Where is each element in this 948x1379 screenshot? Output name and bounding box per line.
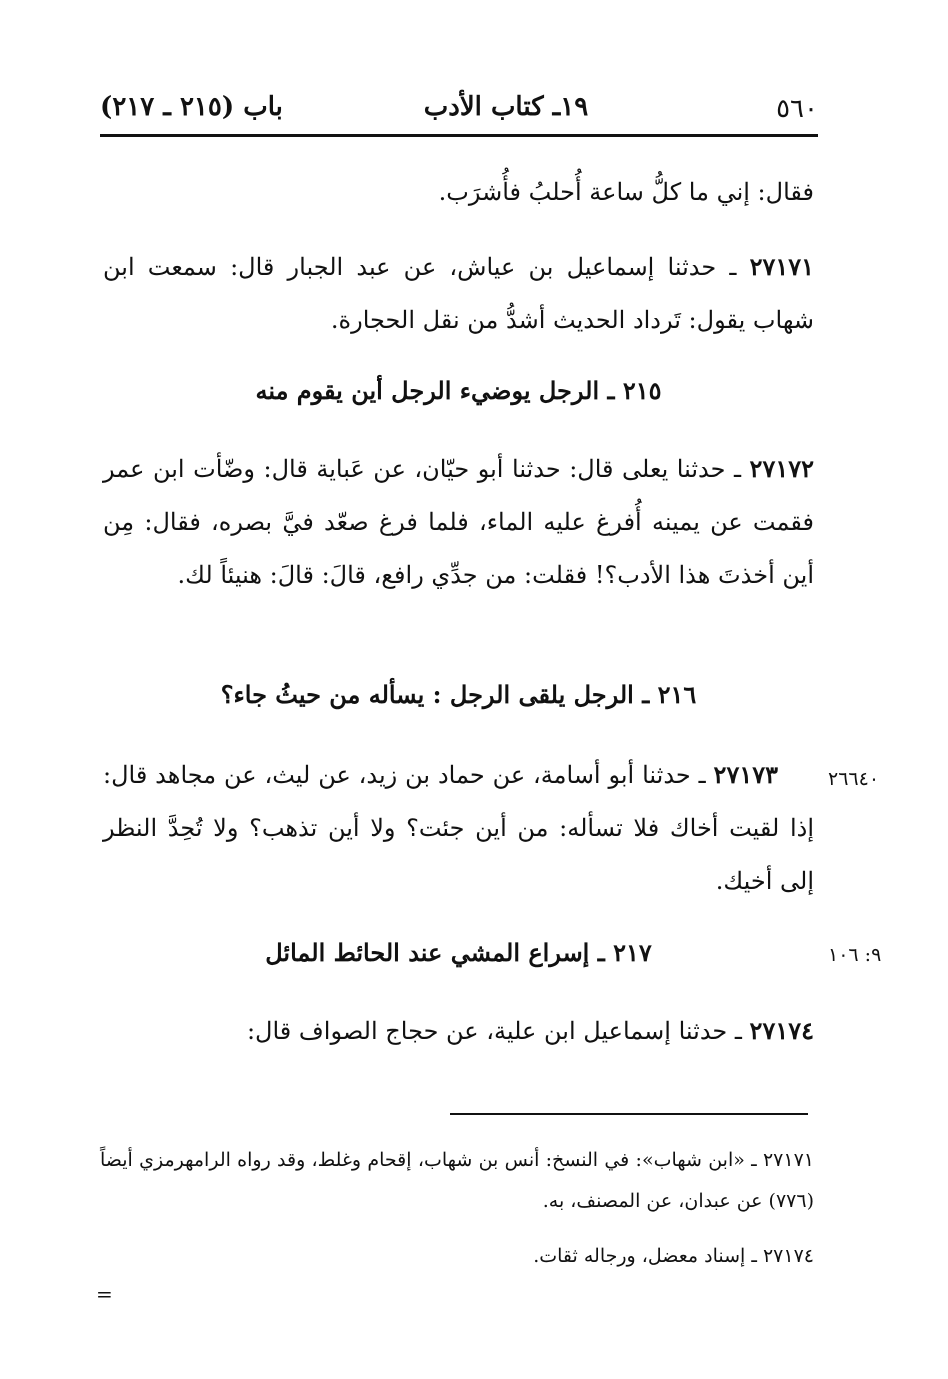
hadith-27172 [103, 442, 814, 602]
continuation-mark: = [96, 1282, 113, 1306]
hadith-text: ـ حدثنا يعلى قال: حدثنا أبو حيّان، عن عَباية قال: وضّأت ابن عمر فقمت عن يمينه أُفرغ عليه الماء، فلما فرغ صعّد فيَّ بصره، فقال: مِن أين أخذتَ هذا الأدب؟! فقلت: من جدِّي رافع، قالَ: قالَ: هنيئاً لك. [103, 455, 814, 589]
footnote-divider [450, 1113, 808, 1115]
chapter-range: باب (٢١٥ ـ ٢١٧) [100, 92, 283, 122]
chapter-215-title: ٢١٥ ـ الرجل يوضيء الرجل أين يقوم منه [255, 376, 662, 405]
margin-reference: ٢٦٦٤٠ [828, 768, 880, 790]
hadith-text: ـ حدثنا إسماعيل بن عياش، عن عبد الجبار قال: سمعت ابن شهاب يقول: تَرداد الحديث أشدُّ من نقل الحجارة. [103, 253, 814, 334]
running-header [100, 88, 818, 128]
hadith-text: ـ حدثنا أبو أسامة، عن حماد بن زيد، عن ليث، عن مجاهد قال: إذا لقيت أخاك فلا تسأله: من أين جئت؟ ولا أين تذهب؟ ولا تُحِدَّ النظر إلى أخيك. [103, 761, 814, 895]
hadith-text: ـ حدثنا إسماعيل ابن علية، عن حجاج الصواف قال: [246, 1017, 750, 1045]
hadith-number: ٢٧١٧٣ [713, 760, 778, 789]
header-divider [100, 134, 818, 137]
page-number: ٥٦٠ [776, 94, 818, 124]
chapter-216-title: ٢١٦ ـ الرجل يلقى الرجل : يسأله من حيثُ جاء؟ [220, 680, 697, 709]
hadith-number: ٢٧١٧٤ [749, 1016, 814, 1045]
hadith-27174 [103, 1004, 814, 1058]
hadith-number: ٢٧١٧٢ [749, 454, 814, 483]
footnote-27174: ٢٧١٧٤ ـ إسناد معضل، ورجاله ثقات. [533, 1245, 814, 1267]
hadith-27171 [103, 240, 814, 347]
hadith-27173 [103, 748, 814, 908]
footnote-27171: ٢٧١٧١ ـ «ابن شهاب»: في النسخ: أنس بن شهاب، إقحام وغلط، وقد رواه الرامهرمزي أيضاً (٧٧٦) عن عبدان، عن المصنف، به. [100, 1149, 814, 1212]
continuation-paragraph: فقال: إني ما كلُّ ساعة أُحلبُ فأُشرَب. [438, 178, 814, 206]
book-title: ١٩ـ كتاب الأدب [423, 92, 589, 122]
hadith-number: ٢٧١٧١ [749, 252, 815, 281]
margin-reference: ٩: ١٠٦ [828, 944, 882, 966]
chapter-217-title: ٢١٧ ـ إسراع المشي عند الحائط المائل [265, 938, 652, 967]
